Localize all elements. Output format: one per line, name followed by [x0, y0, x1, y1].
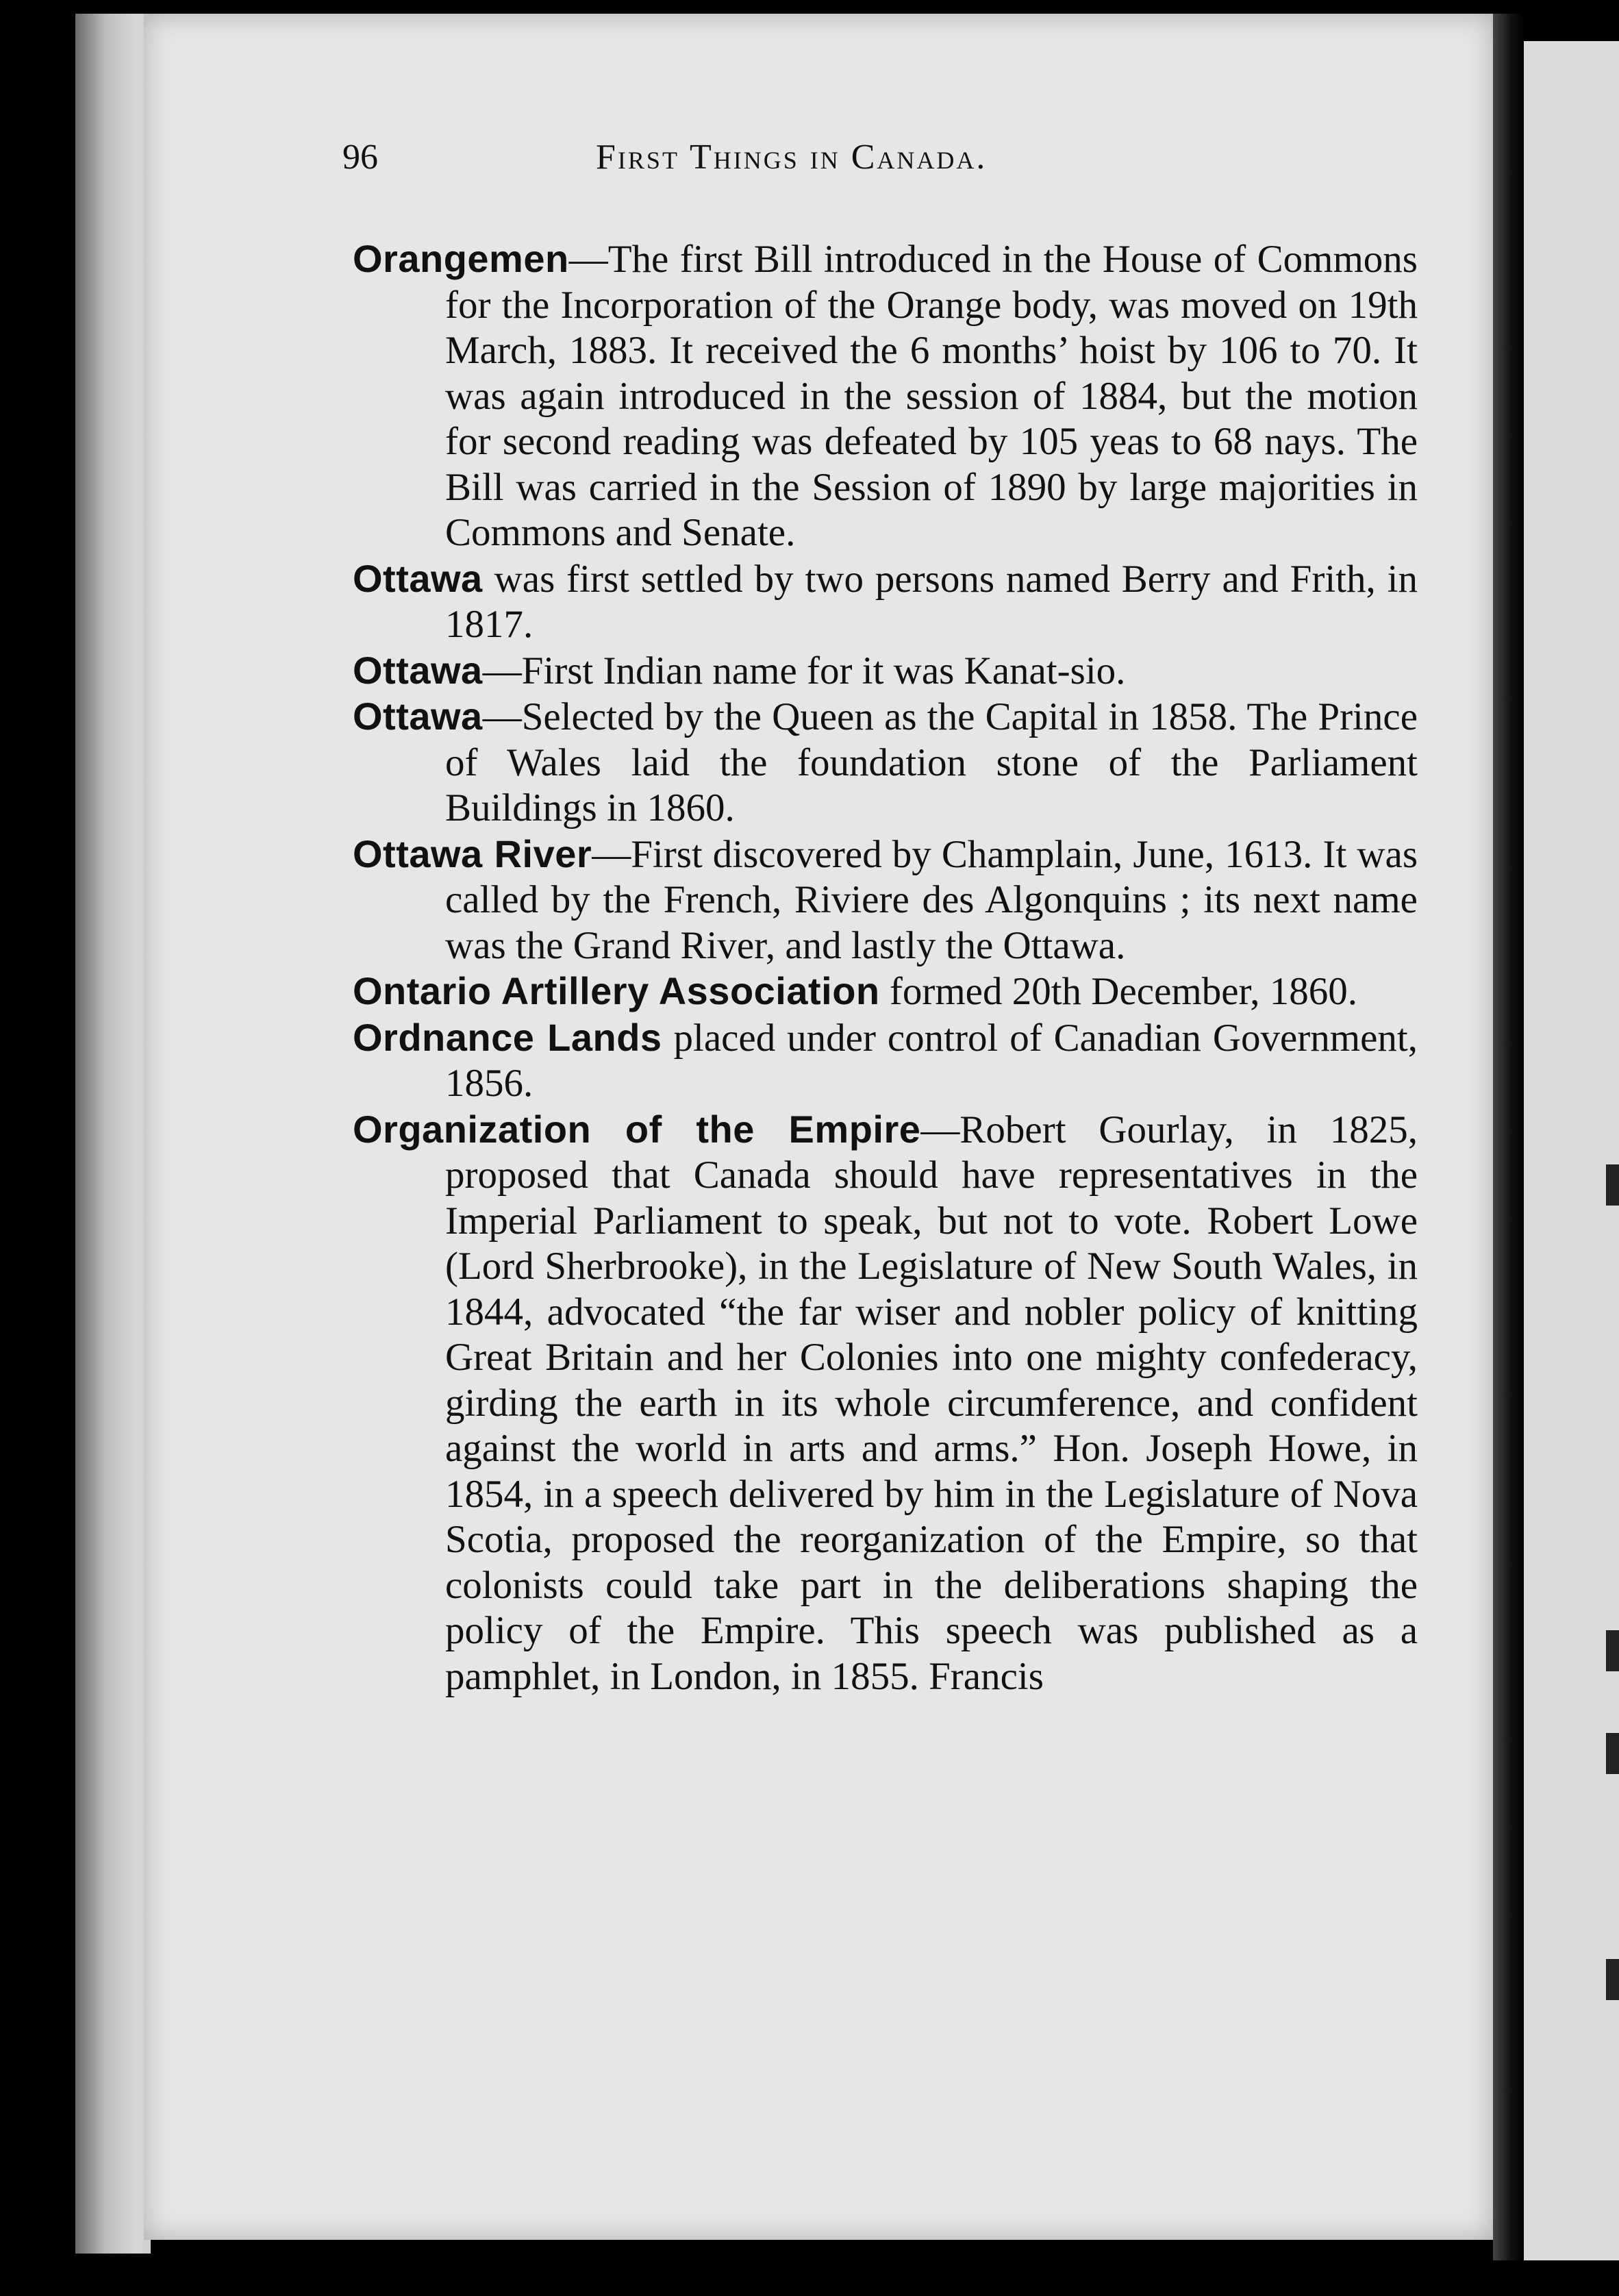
entry-ottawa-capital [353, 694, 1418, 832]
entry-headword: Orangemen [353, 237, 569, 280]
entry-text: —The first Bill introduced in the House of Commons for the Incorporation of the Orange body, was moved on 19th March, 1883. It received the 6 months’ hoist by 106 to 70. It was again introduced in the session of 1884, but the motion for second reading was defeated by 105 yeas to 68 nays. The Bill was carried in the Session of 1890 by large majorities in Commons and Senate. [445, 238, 1418, 554]
facing-page-glyph [1606, 1630, 1619, 1671]
facing-page-glyph [1606, 1164, 1619, 1206]
entry-ontario-artillery [353, 969, 1418, 1015]
entry-ordnance-lands [353, 1015, 1418, 1107]
entry-headword: Ottawa [353, 695, 483, 738]
entry-headword: Ottawa [353, 648, 483, 692]
facing-page-glyph [1606, 1733, 1619, 1774]
facing-page-edge [1524, 41, 1619, 2260]
entry-headword: Ottawa River [353, 832, 592, 875]
entry-text: formed 20th December, 1860. [879, 970, 1357, 1013]
entry-ottawa-river [353, 832, 1418, 969]
entry-headword: Organization of the Empire [353, 1107, 921, 1151]
entry-list [353, 236, 1418, 1699]
entry-text: —First Indian name for it was Kanat-sio. [482, 649, 1126, 692]
entry-headword: Ontario Artillery Association [353, 969, 880, 1012]
entry-ottawa-settled [353, 556, 1418, 648]
entry-headword: Ordnance Lands [353, 1015, 662, 1059]
entry-orangemen [353, 236, 1418, 556]
entry-headword: Ottawa [353, 556, 483, 600]
entry-organization-empire [353, 1107, 1418, 1700]
entry-text: placed under control of Canadian Government, 1856. [445, 1016, 1418, 1105]
entry-text: —First discovered by Champlain, June, 1613. It was called by the French, Riviere des Algonquins ; its next name was the Grand River, and lastly the Ottawa. [445, 832, 1418, 967]
page-edge [75, 14, 151, 2254]
entry-text: was first settled by two persons named Berry and Frith, in 1817. [445, 557, 1418, 646]
running-header [342, 137, 1425, 192]
book-gutter [1493, 14, 1524, 2260]
running-title: First Things in Canada. [596, 138, 988, 177]
page-number: 96 [342, 138, 378, 177]
entry-text: —Selected by the Queen as the Capital in 1858. The Prince of Wales laid the foundation stone of the Parliament Buildings in 1860. [445, 695, 1418, 829]
entry-ottawa-indian-name [353, 648, 1418, 695]
entry-text: —Robert Gourlay, in 1825, proposed that Canada should have representatives in the Imperial Parliament to speak, but not to vote. Robert Lowe (Lord Sherbrooke), in the Legislature of New South Wales, in 1844, advocated “the far wiser and nobler policy of knitting Great Britain and her Colonies into one mighty confederacy, girding the earth in its whole circumference, and confident against the world in arts and arms.” Hon. Joseph Howe, in 1854, in a speech delivered by him in the Legislature of Nova Scotia, proposed the reorganization of the Empire, so that colonists could take part in the deliberations shaping the policy of the Empire. This speech was published as a pamphlet, in London, in 1855. Francis [445, 1108, 1418, 1698]
facing-page-glyph [1606, 1959, 1619, 2000]
